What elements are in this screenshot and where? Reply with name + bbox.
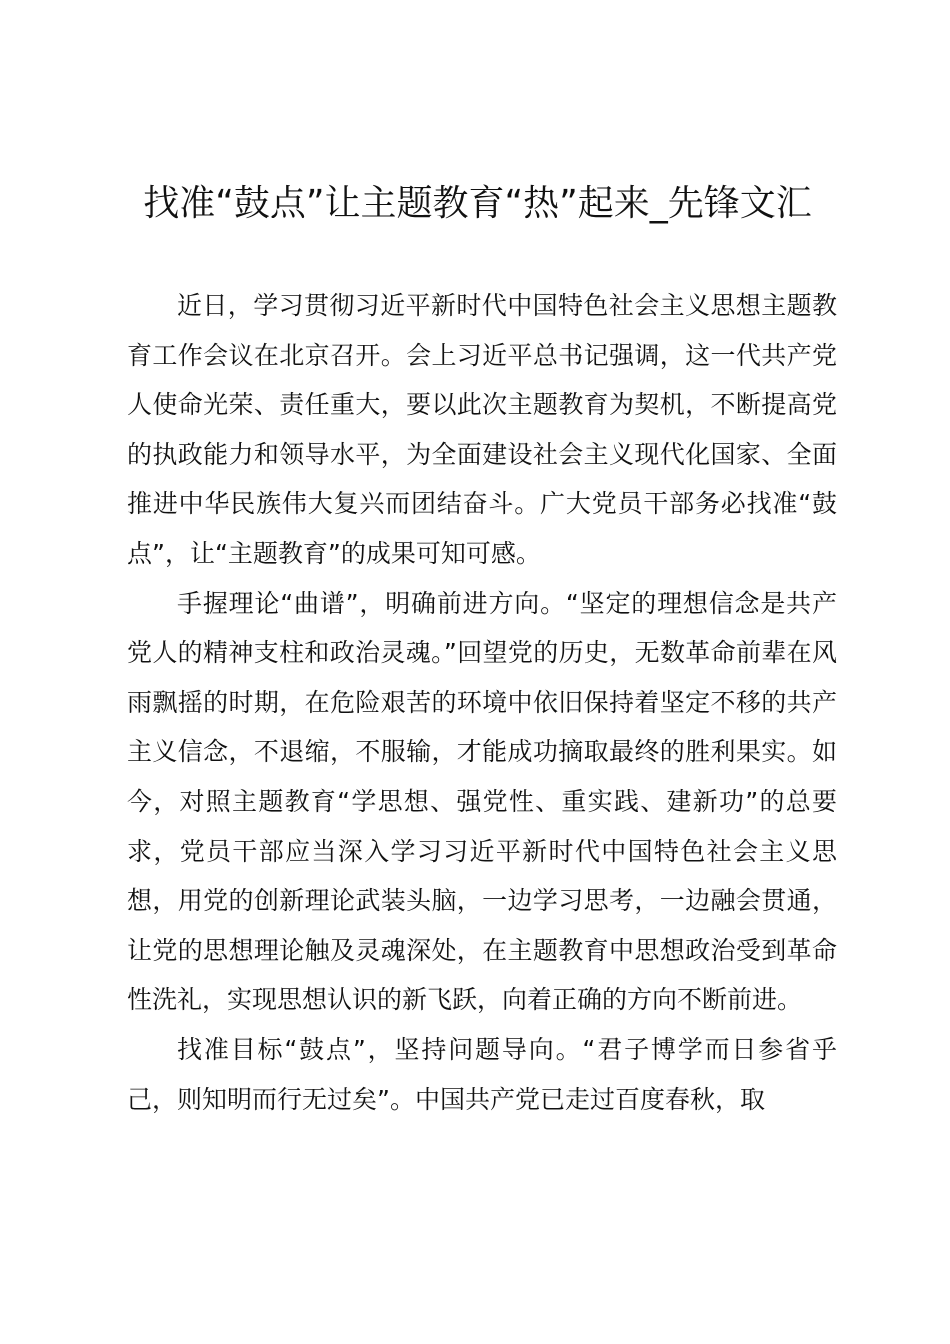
paragraph-target: 找准目标“鼓点”，坚持问题导向。“君子博学而日参省乎己，则知明而行无过矣”。中国共产党已走过百度春秋，取	[127, 1034, 837, 1114]
paragraph-intro: 近日，学习贯彻习近平新时代中国特色社会主义思想主题教育工作会议在北京召开。会上习近平总书记强调，这一代共产党人使命光荣、责任重大，要以此次主题教育为契机，不断提高党的执政能力和领导水平，为全面建设社会主义现代化国家、全面推进中华民族伟大复兴而团结奋斗。广大党员干部务必找准“鼓点”，让“主题教育”的成果可知可感。	[127, 291, 837, 568]
document-body	[127, 281, 837, 1124]
paragraph-theory: 手握理论“曲谱”，明确前进方向。“坚定的理想信念是共产党人的精神支柱和政治灵魂。”回望党的历史，无数革命前辈在风雨飘摇的时期，在危险艰苦的环境中依旧保持着坚定不移的共产主义信念，不退缩，不服输，才能成功摘取最终的胜利果实。如今，对照主题教育“学思想、强党性、重实践、建新功”的总要求，党员干部应当深入学习习近平新时代中国特色社会主义思想，用党的创新理论武装头脑，一边学习思考，一边融会贯通，让党的思想理论触及灵魂深处，在主题教育中思想政治受到革命性洗礼，实现思想认识的新飞跃，向着正确的方向不断前进。	[127, 588, 837, 1015]
document-title: 找准“鼓点”让主题教育“热”起来_先锋文汇	[143, 183, 812, 224]
